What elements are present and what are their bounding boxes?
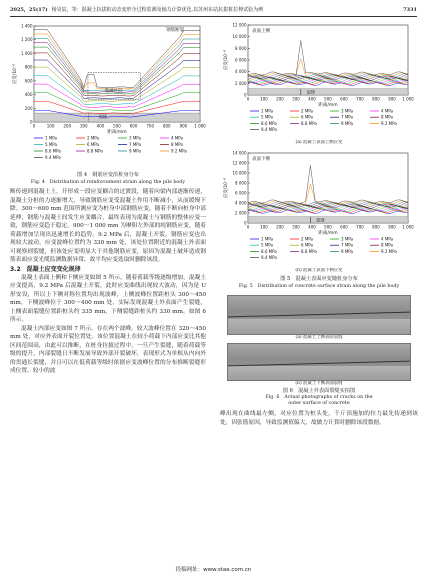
page-number: 7331 <box>403 7 417 13</box>
pile-specimen <box>248 89 408 95</box>
y-tick-label: 400 <box>24 92 33 98</box>
y-tick-label: 6 000 <box>235 57 247 63</box>
legend-label: 4 MPa <box>381 108 393 114</box>
legend-label: 9.2 MPa <box>381 248 397 254</box>
crack-photo-top <box>227 295 411 335</box>
rebar-fracture-label: 钢筋断裂 <box>166 27 185 33</box>
x-tick-label: 200 <box>276 96 284 102</box>
x-tick-label: 0 <box>246 224 250 230</box>
legend-label: 4 MPa <box>381 236 393 242</box>
x-tick-label: 300 <box>292 96 300 102</box>
select-range-label: 选择区间 <box>104 88 123 94</box>
x-tick-label: 300 <box>292 224 300 230</box>
legend-label: 9 MPa <box>341 120 353 126</box>
fig5b-svg <box>220 148 418 268</box>
x-tick-label: 400 <box>308 96 316 102</box>
x-tick-label: 0 <box>246 96 250 102</box>
crack-photo-bottom <box>227 343 411 381</box>
x-tick-label: 400 <box>308 224 316 230</box>
legend-label: 6 MPa <box>301 114 313 120</box>
header-title: 杨昊辰，等：混凝土抗拔桩动态变形全过程监测及轴力计算优化,以苏州东站抗拔桩拉伸试验为例 <box>51 7 264 13</box>
x-tick-label: 1 000 <box>402 96 414 102</box>
paragraph-internal-strain: 混凝土内部应变如图 7 所示，存在两个波峰。较大波峰位置在 320～450 mm 处，对应外表面开裂位置处。该位置混凝土在较小荷载下内部应变比其他区间范围高，由此可以推断，在桩身拉拔过程中，一旦产生裂缝，随着荷载等级的提升，内部裂缝日不断发展导致外部开裂破坏，表现形式为单根从内向外的贯通长裂缝，并且可以在低荷载等级时依据应变波峰位置的分布推断裂缝形成位置。较小的波 <box>10 325 206 374</box>
panel-label: 表面下侧 <box>252 157 270 162</box>
fig4-chart <box>10 20 206 170</box>
y-tick-label: 2 000 <box>235 80 247 86</box>
y-tick-label: 4 000 <box>235 69 247 75</box>
fig4-svg <box>10 20 206 170</box>
crack-line <box>228 312 410 318</box>
legend-label: 5 MPa <box>45 142 57 147</box>
legend-label: 8.6 MPa <box>261 248 277 254</box>
x-tick-label: 800 <box>372 224 380 230</box>
y-tick-label: 10 000 <box>232 34 247 40</box>
x-tick-label: 800 <box>162 123 171 129</box>
legend-label: 3 MPa <box>341 236 353 242</box>
y-tick-label: 0 <box>29 119 33 125</box>
y-axis-label: 应变/10⁻⁶ <box>224 49 229 71</box>
fig5a-chart <box>220 20 418 140</box>
fig5b-chart <box>220 148 418 268</box>
legend-label: 6 MPa <box>87 142 99 147</box>
fig5-caption-cn: 图 5 混凝土表面应变随桩身分布 <box>280 276 358 282</box>
x-tick-label: 800 <box>372 96 380 102</box>
fig6-caption-en-1: Fig. 6 Actual photographs of cracks on the <box>265 395 373 400</box>
left-column <box>10 20 206 376</box>
y-tick-label: 6 000 <box>235 190 247 196</box>
left-body-text <box>10 188 206 376</box>
y-tick-label: 800 <box>24 64 33 70</box>
y-tick-label: 0 <box>243 220 247 226</box>
series-line-9 <box>34 38 200 91</box>
legend-label: 8.6 MPa <box>45 148 61 154</box>
legend-label: 2 MPa <box>301 236 313 242</box>
x-tick-label: 100 <box>46 123 55 129</box>
y-tick-label: 12 000 <box>232 160 247 166</box>
legend-label: 3 MPa <box>341 108 353 114</box>
legend-label: 5 MPa <box>261 242 273 248</box>
pile-specimen <box>248 217 408 223</box>
x-tick-label: 900 <box>388 96 396 102</box>
legend-label: 7 MPa <box>341 242 353 248</box>
legend-label: 1 MPa <box>261 108 273 114</box>
legend-label: 9.2 MPa <box>171 148 187 154</box>
legend-label: 8 MPa <box>171 142 183 147</box>
x-tick-label: 700 <box>356 96 364 102</box>
section-heading-3-2: 3.2 混凝土应变变化规律 <box>10 265 81 273</box>
y-axis-label: 应变/10⁻⁶ <box>13 63 18 85</box>
legend-label: 8.8 MPa <box>301 248 317 254</box>
x-tick-label: 500 <box>324 224 332 230</box>
y-tick-label: 1 200 <box>21 37 33 43</box>
x-tick-label: 0 <box>32 123 36 129</box>
legend-label: 9.4 MPa <box>261 127 277 133</box>
legend-label: 4 MPa <box>171 135 183 141</box>
fig6a-caption: (a) 混凝土上侧表面裂缝 <box>295 335 343 340</box>
x-tick-label: 1 000 <box>402 224 414 230</box>
legend-label: 8.8 MPa <box>87 148 103 154</box>
fig5b-caption: (b) 混凝土表面下侧应变 <box>295 268 343 273</box>
pile-specimen <box>34 113 200 122</box>
y-tick-label: 8 000 <box>235 180 247 186</box>
x-tick-label: 700 <box>146 123 155 129</box>
legend-label: 5 MPa <box>261 114 273 120</box>
y-tick-label: 1 000 <box>21 50 33 56</box>
legend-label: 9.4 MPa <box>45 155 61 160</box>
legend-label: 9.2 MPa <box>381 120 397 126</box>
journal-volume: 2025，25(17) <box>10 7 48 13</box>
legend-label: 9.4 MPa <box>261 255 277 261</box>
x-tick-label: 700 <box>356 224 364 230</box>
x-axis-label: 距离/mm <box>318 231 338 236</box>
y-tick-label: 200 <box>24 105 33 111</box>
series-line-9.2 <box>248 184 408 204</box>
right-body-text <box>220 410 418 427</box>
legend-label: 8 MPa <box>381 242 393 248</box>
x-axis-label: 距离/mm <box>107 130 127 135</box>
legend-label: 9 MPa <box>129 148 141 154</box>
x-tick-label: 200 <box>63 123 72 129</box>
paragraph-concrete-strain: 混凝土表面上侧和下侧应变如图 5 所示，随着荷载等级逐级增加，混凝土应变提高，9.2 MPa 后混凝土开裂，此时应变曲线出现较大波动，因为是 U 形安设，所以上下侧对称位置均出现波峰，上侧波峰位置距桩头 300～450 mm，下侧波峰位于 300～400 mm 处，实际发现混凝土外表面产生裂缝，上侧表面裂缝位置距桩头约 335 mm，下侧裂缝距桩头约 330 mm，如图 6 所示。 <box>10 274 206 323</box>
y-tick-label: 0 <box>243 92 247 98</box>
panel-label: 表面上侧 <box>252 29 270 34</box>
fig6-caption-en-2: outer surface of concrete <box>288 401 350 406</box>
legend-label: 7 MPa <box>341 114 353 120</box>
legend-label: 7 MPa <box>129 142 141 147</box>
x-tick-label: 400 <box>96 123 105 129</box>
y-tick-label: 12 000 <box>232 22 247 28</box>
fig6b-caption: (b) 混凝土下侧表面裂缝 <box>295 381 343 386</box>
x-tick-label: 600 <box>340 96 348 102</box>
x-tick-label: 500 <box>324 96 332 102</box>
fig5a-svg <box>220 20 418 140</box>
fig5a-caption: (a) 混凝土表面上侧应变 <box>295 140 343 145</box>
crack-label: 裂缝 <box>316 217 325 223</box>
fig6-caption-cn: 图 6 混凝土外表面裂缝实拍图 <box>282 388 356 394</box>
series-line-9.4 <box>248 40 408 75</box>
running-header <box>10 5 417 15</box>
y-tick-label: 1 400 <box>21 23 33 29</box>
legend-label: 1 MPa <box>261 236 273 242</box>
y-axis-label: 应变/10⁻⁶ <box>224 177 229 199</box>
x-tick-label: 900 <box>388 224 396 230</box>
y-tick-label: 4 000 <box>235 200 247 206</box>
legend-label: 2 MPa <box>87 135 99 141</box>
x-tick-label: 600 <box>340 224 348 230</box>
x-tick-label: 900 <box>179 123 188 129</box>
right-column <box>220 20 418 427</box>
crack-label: 裂缝 <box>98 114 107 120</box>
x-tick-label: 1 000 <box>194 123 206 129</box>
paragraph-rebar-strain: 断传递到混凝土上，开形成一段应变耦合的过渡段，随着向梁内部逐渐传递，混凝土分担的力逐渐增大，导致钢筋应变受混凝土作用不断减小，从而缓慢下降。300～600 mm 范围所测应变为桩身中部钢筋应变，随着不断向桩身中部延伸，钢筋与混凝土间发生应变耦合，最终表现为混凝土与钢筋的整体应变一致，钢筋应变趋于稳定。900～1 000 mm 为摩阻左外部的纯钢筋应变，随着荷载增加呈现出迅速增长的趋势。9.2 MPa 后，混凝土开裂，钢筋应变也出现较大波动，应变波峰位置约为 330 mm 处，该处位置附近的混凝土外表面可观察到裂缝，但该处应变明显大于其他钢筋应变，原因为混凝土破坏造成钢筋表面应变光缆监测数据异常，故平均应变选取时删除该段。 <box>10 189 206 263</box>
fig4-caption-en: Fig. 4 Distribution of reinforcement strain along the pile body <box>30 180 186 185</box>
x-tick-label: 100 <box>260 224 268 230</box>
photo-slab <box>228 366 410 380</box>
y-tick-label: 8 000 <box>235 45 247 51</box>
y-tick-label: 2 000 <box>235 210 247 216</box>
footer-url: 投稿网址：www.stae.com.cn <box>175 567 252 573</box>
legend-label: 3 MPa <box>129 135 141 141</box>
legend-label: 8.6 MPa <box>261 120 277 126</box>
legend-label: 8 MPa <box>381 114 393 120</box>
photo-slab <box>228 319 410 334</box>
series-line-9.4 <box>34 30 200 88</box>
series-line-9.4 <box>248 165 408 203</box>
x-tick-label: 200 <box>276 224 284 230</box>
legend-label: 8.8 MPa <box>301 120 317 126</box>
x-tick-label: 500 <box>113 123 121 129</box>
legend-label: 1 MPa <box>45 135 57 141</box>
x-tick-label: 100 <box>260 96 268 102</box>
x-tick-label: 300 <box>79 123 88 129</box>
crack-label: 裂缝 <box>306 89 315 95</box>
header-rule <box>10 16 417 17</box>
y-tick-label: 600 <box>24 78 33 84</box>
legend-label: 9 MPa <box>341 248 353 254</box>
legend-label: 2 MPa <box>301 108 313 114</box>
fig4-caption-cn: 图 4 钢筋应变沿桩身分布 <box>76 172 139 178</box>
fig5-caption-en: Fig. 5 Distribution of concrete surface strain along the pile body <box>238 284 400 289</box>
y-tick-label: 10 000 <box>232 170 247 176</box>
x-axis-label: 距离/mm <box>318 103 338 108</box>
paragraph-continuation: 峰出现在曲线最左侧，对应位置为桩头处，千斤顶施加的拉力最先传递到该处，因张筋原因，导致监测值偏大，故做力计算时删除该段数据。 <box>220 411 418 426</box>
legend-label: 6 MPa <box>301 242 313 248</box>
x-tick-label: 600 <box>129 123 138 129</box>
y-tick-label: 14 000 <box>232 150 247 156</box>
